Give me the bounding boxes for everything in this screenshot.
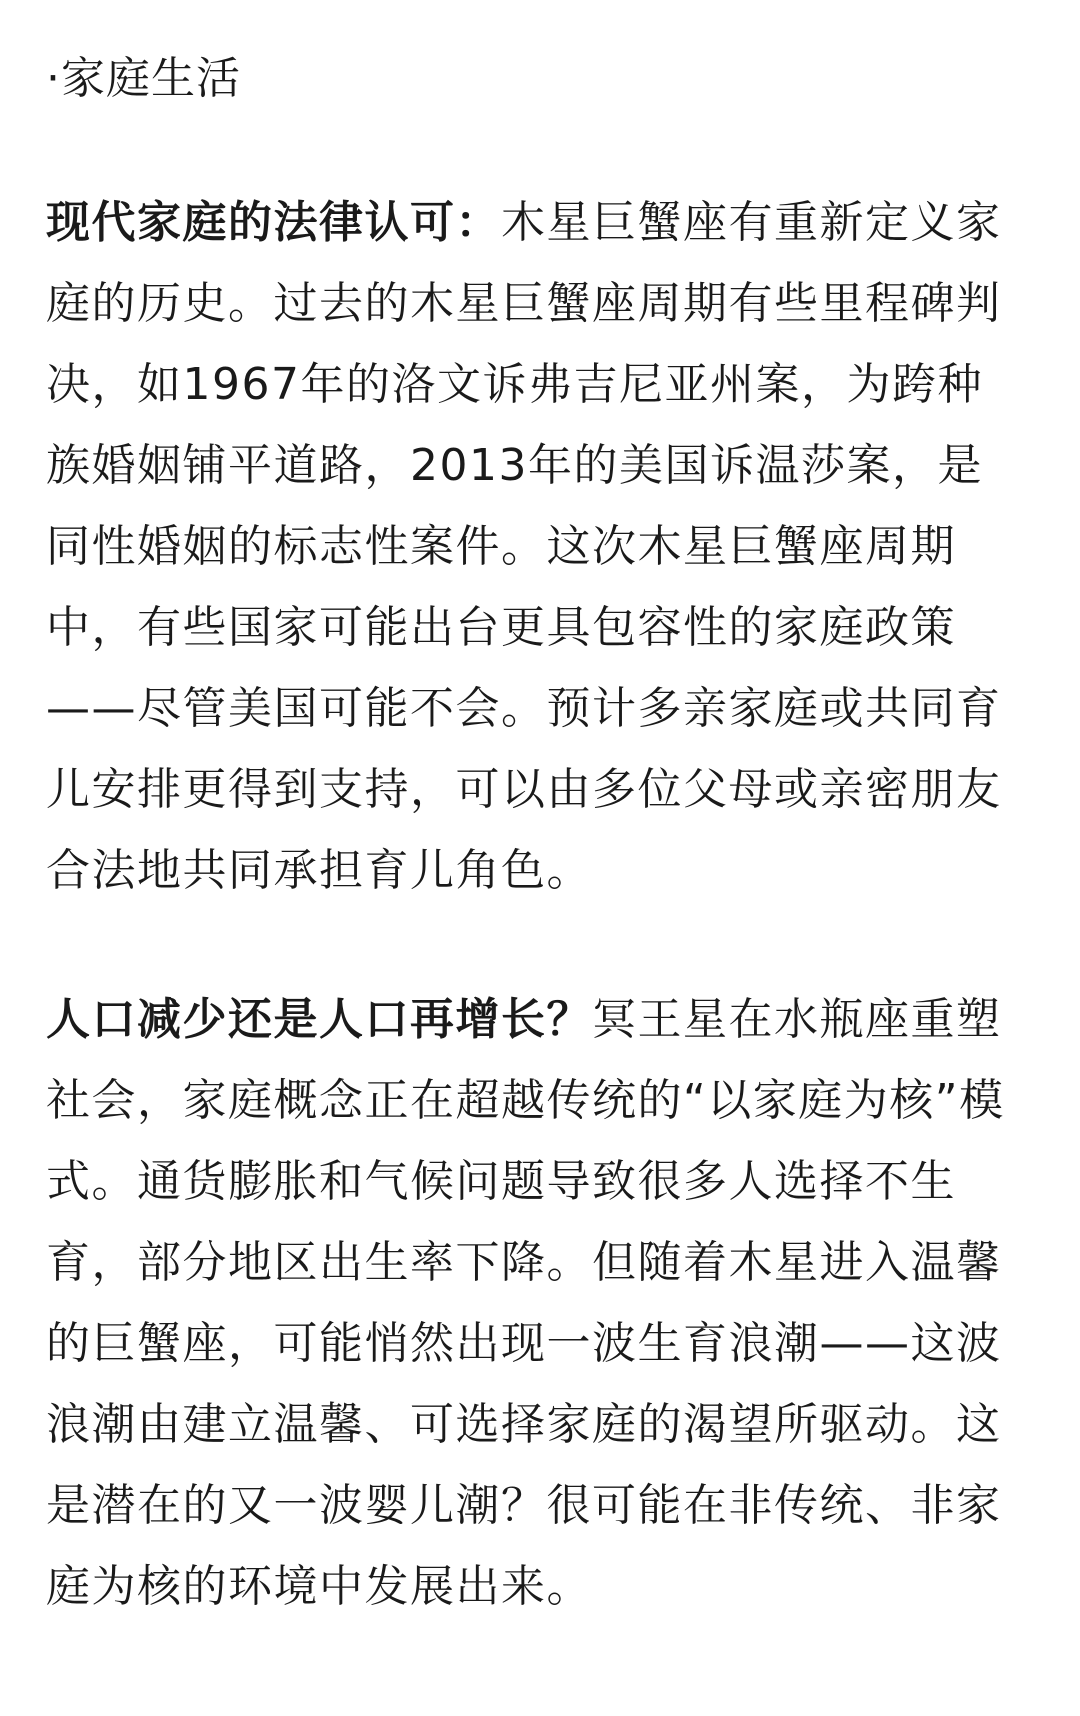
section-heading: ·家庭生活	[46, 53, 241, 104]
paragraph-population	[46, 979, 1028, 1627]
paragraph-lead: 现代家庭的法律认可：	[46, 197, 501, 248]
paragraph-legal-recognition	[46, 182, 1028, 911]
paragraph-body: 冥王星在水瓶座重塑社会，家庭概念正在超越传统的“以家庭为核”模式。通货膨胀和气候问题导致很多人选择不生育，部分地区出生率下降。但随着木星进入温馨的巨蟹座，可能悄然出现一波生育浪潮——这波浪潮由建立温馨、可选择家庭的渴望所驱动。这是潜在的又一波婴儿潮？很可能在非传统、非家庭为核的环境中发展出来。	[46, 994, 1005, 1612]
paragraph-lead: 人口减少还是人口再增长？	[46, 994, 592, 1045]
paragraph-body: 木星巨蟹座有重新定义家庭的历史。过去的木星巨蟹座周期有些里程碑判决，如1967年的洛文诉弗吉尼亚州案，为跨种族婚姻铺平道路，2013年的美国诉温莎案，是同性婚姻的标志性案件。这次木星巨蟹座周期中，有些国家可能出台更具包容性的家庭政策——尽管美国可能不会。预计多亲家庭或共同育儿安排更得到支持，可以由多位父母或亲密朋友合法地共同承担育儿角色。	[46, 197, 1002, 896]
